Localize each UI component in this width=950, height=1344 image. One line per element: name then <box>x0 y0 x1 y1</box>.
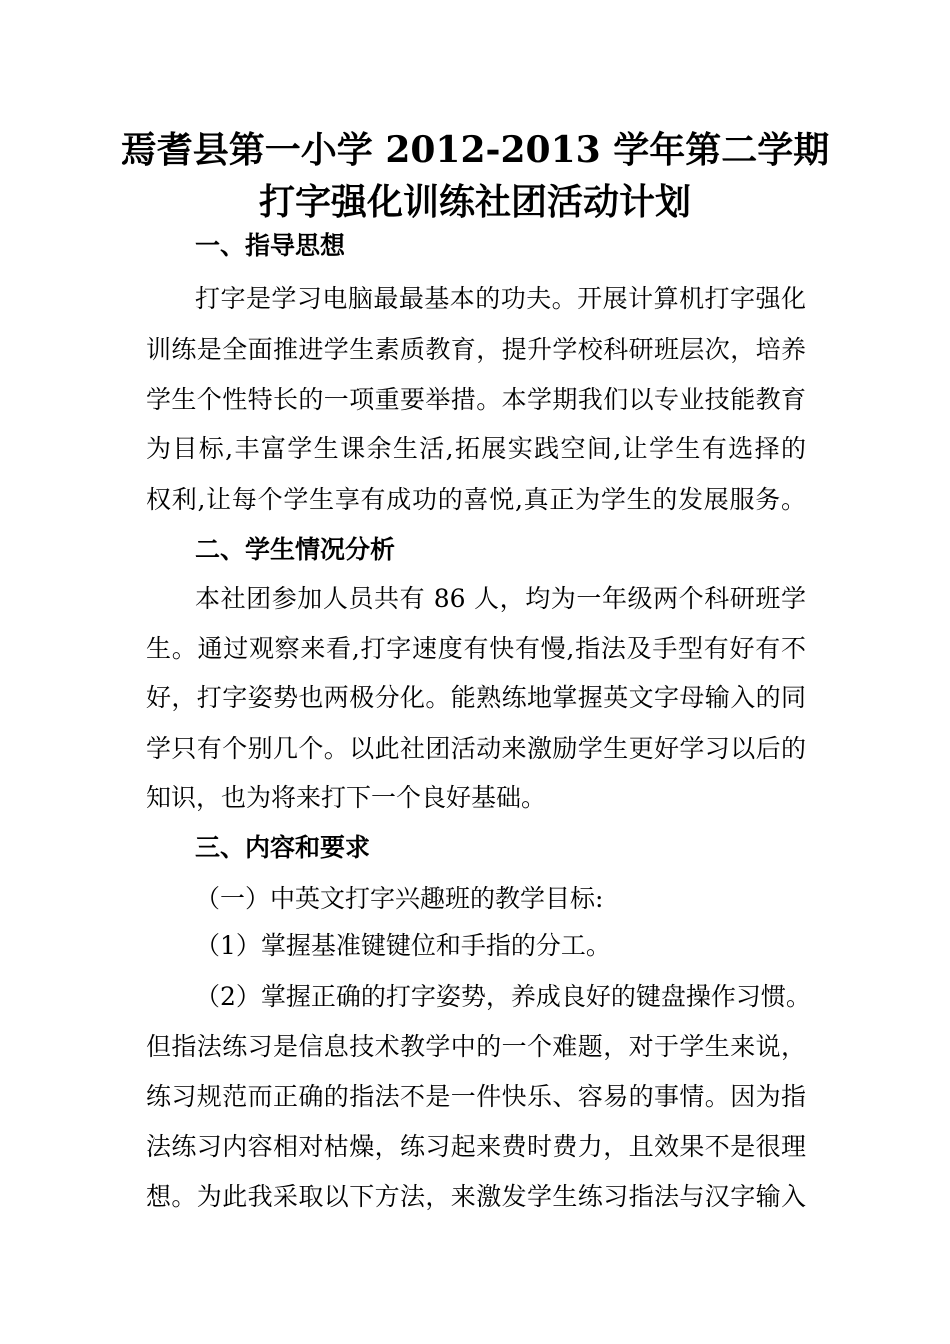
section-heading-guiding-ideology: 一、指导思想 <box>195 231 346 260</box>
paragraph-line: 训练是全面推进学生素质教育，提升学校科研班层次，培养 <box>146 335 806 364</box>
paragraph-line: 本社团参加人员共有 86 人，均为一年级两个科研班学 <box>195 584 806 613</box>
paragraph-line: 学只有个别几个。以此社团活动来激励学生更好学习以后的 <box>146 734 806 763</box>
paragraph-line: 生。通过观察来看,打字速度有快有慢,指法及手型有好有不 <box>146 634 806 663</box>
paragraph-line: 权利,让每个学生享有成功的喜悦,真正为学生的发展服务。 <box>146 485 806 514</box>
paragraph-line: 但指法练习是信息技术教学中的一个难题，对于学生来说， <box>146 1032 806 1061</box>
paragraph-line: （一）中英文打字兴趣班的教学目标: <box>195 884 604 913</box>
section-heading-content-requirements: 三、内容和要求 <box>195 833 371 862</box>
section-heading-student-analysis: 二、学生情况分析 <box>195 535 396 564</box>
paragraph-line: 为目标,丰富学生课余生活,拓展实践空间,让学生有选择的 <box>146 434 806 463</box>
paragraph-line: 学生个性特长的一项重要举措。本学期我们以专业技能教育 <box>146 385 806 414</box>
paragraph-line: （2）掌握正确的打字姿势，养成良好的键盘操作习惯。 <box>195 982 811 1011</box>
paragraph-line: （1）掌握基准键键位和手指的分工。 <box>195 931 611 960</box>
paragraph-line: 知识，也为将来打下一个良好基础。 <box>146 783 547 812</box>
document-title-line-2: 打字强化训练社团活动计划 <box>258 181 691 223</box>
paragraph-line: 想。为此我采取以下方法，来激发学生练习指法与汉字输入 <box>146 1182 806 1211</box>
paragraph-line: 法练习内容相对枯燥，练习起来费时费力，且效果不是很理 <box>146 1132 806 1161</box>
paragraph-line: 练习规范而正确的指法不是一件快乐、容易的事情。因为指 <box>146 1082 806 1111</box>
document-title-line-1: 焉耆县第一小学 2012-2013 学年第二学期 <box>120 129 830 171</box>
paragraph-line: 好，打字姿势也两极分化。能熟练地掌握英文字母输入的同 <box>146 683 806 712</box>
paragraph-line: 打字是学习电脑最最基本的功夫。开展计算机打字强化 <box>195 284 806 313</box>
